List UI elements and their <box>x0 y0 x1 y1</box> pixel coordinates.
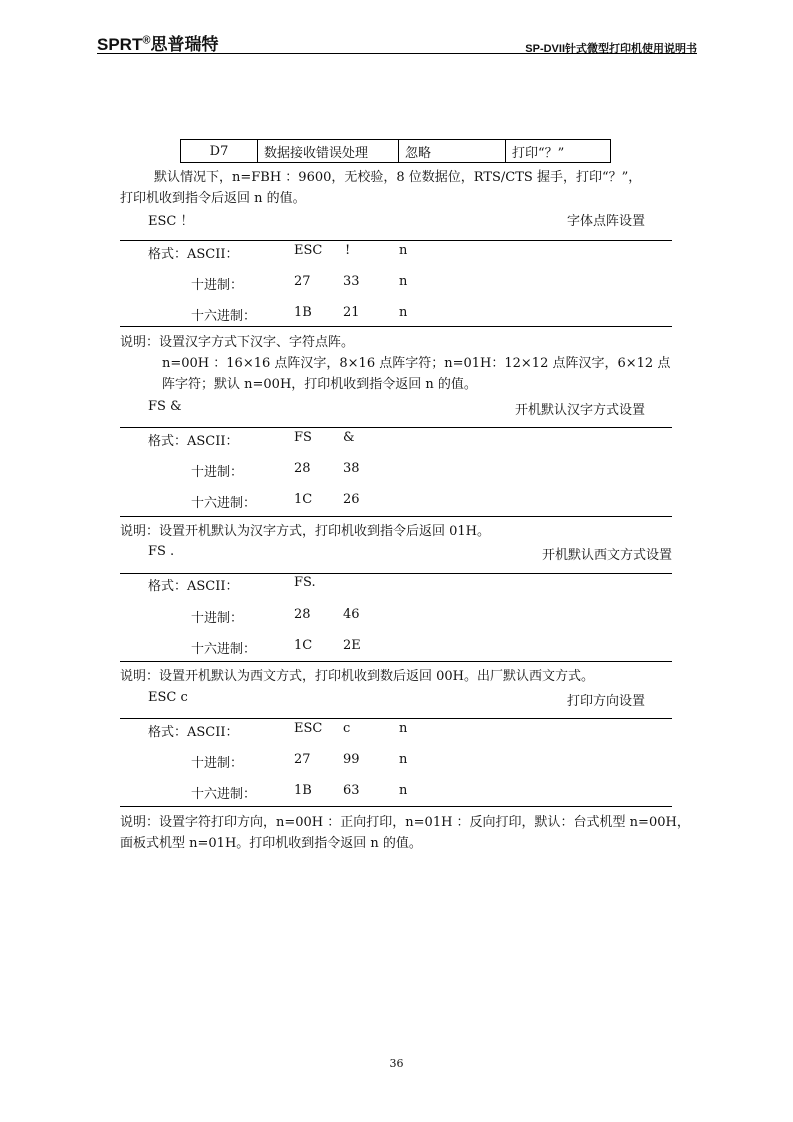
hex-value: 63 <box>343 783 360 798</box>
hex-value: 1C <box>294 638 313 653</box>
hex-value: 26 <box>343 492 360 507</box>
description-line: 说明：设置字符打印方向，n=00H ：正向打印，n=01H ：反向打印，默认：台式机型 n=00H， <box>120 815 690 830</box>
description-line: 说明：设置开机默认为汉字方式，打印机收到指令后返回 01H。 <box>120 524 491 539</box>
bit-table <box>180 139 611 163</box>
function-cell: 数据接收错误处理 <box>258 140 399 163</box>
hex-label: 十六进制： <box>191 787 257 802</box>
intro-line-2: 打印机收到指令后返回 n 的值。 <box>120 191 306 206</box>
description-line: 说明：设置汉字方式下汉字、字符点阵。 <box>120 335 355 350</box>
section-rule <box>120 661 672 662</box>
description-line: 说明：设置开机默认为西文方式，打印机收到数后返回 00H。出厂默认西文方式。 <box>120 669 595 684</box>
command-title: 开机默认汉字方式设置 <box>514 403 645 418</box>
section-rule <box>120 427 672 428</box>
ascii-value: c <box>343 721 351 736</box>
description-line: n=00H ：16×16 点阵汉字，8×16 点阵字符；n=01H：12×12 点阵汉字，6×12 点 <box>162 356 671 371</box>
hex-value: 1C <box>294 492 313 507</box>
bit-cell: D7 <box>181 140 258 163</box>
decimal-label: 十进制： <box>191 465 244 480</box>
decimal-value: n <box>399 752 408 767</box>
decimal-value: 38 <box>343 461 360 476</box>
section-rule <box>120 573 672 574</box>
ascii-value: ESC <box>294 721 323 736</box>
page-number: 36 <box>389 1057 404 1070</box>
ascii-value: n <box>399 243 408 258</box>
value-1-cell: 打印“？” <box>506 140 611 163</box>
value-0-cell: 忽略 <box>399 140 506 163</box>
decimal-value: 99 <box>343 752 360 767</box>
section-rule <box>120 806 672 807</box>
ascii-value: ! <box>345 243 351 258</box>
hex-value: n <box>399 305 408 320</box>
hex-label: 十六进制： <box>191 642 257 657</box>
decimal-value: 46 <box>343 607 360 622</box>
command-title: 开机默认西文方式设置 <box>541 548 672 563</box>
decimal-value: 33 <box>343 274 360 289</box>
command-name: FS & <box>148 399 182 414</box>
decimal-label: 十进制： <box>191 611 244 626</box>
header-divider <box>97 53 697 54</box>
ascii-value: n <box>399 721 408 736</box>
ascii-label: 格式：ASCII： <box>148 579 239 594</box>
decimal-value: 28 <box>294 607 311 622</box>
ascii-value: FS. <box>294 575 316 590</box>
decimal-value: 27 <box>294 752 311 767</box>
ascii-value: ESC <box>294 243 323 258</box>
hex-label: 十六进制： <box>191 496 257 511</box>
section-rule <box>120 240 672 241</box>
hex-value: 21 <box>343 305 360 320</box>
section-rule <box>120 718 672 719</box>
intro-line-1: 默认情况下，n=FBH ：9600，无校验，8 位数据位，RTS/CTS 握手，打印“？”， <box>154 170 642 185</box>
decimal-value: 27 <box>294 274 311 289</box>
brand-name: SPRT <box>97 35 143 54</box>
decimal-label: 十进制： <box>191 756 244 771</box>
registered-mark: ® <box>142 34 151 47</box>
hex-value: 1B <box>294 783 312 798</box>
ascii-value: & <box>343 430 355 445</box>
command-name: ESC c <box>148 690 188 705</box>
hex-value: n <box>399 783 408 798</box>
section-rule <box>120 516 672 517</box>
table-row <box>181 140 611 163</box>
ascii-label: 格式：ASCII： <box>148 434 239 449</box>
brand-logo <box>97 30 218 55</box>
brand-name-cn: 思普瑞特 <box>150 35 219 54</box>
ascii-label: 格式：ASCII： <box>148 247 239 262</box>
decimal-label: 十进制： <box>191 278 244 293</box>
command-title: 字体点阵设置 <box>566 214 645 229</box>
decimal-value: n <box>399 274 408 289</box>
hex-value: 1B <box>294 305 312 320</box>
decimal-value: 28 <box>294 461 311 476</box>
description-line: 面板式机型 n=01H。打印机收到指令返回 n 的值。 <box>120 836 422 851</box>
section-rule <box>120 326 672 327</box>
ascii-label: 格式：ASCII： <box>148 725 239 740</box>
hex-value: 2E <box>343 638 361 653</box>
document-title: SP-DVII针式微型打印机使用说明书 <box>525 43 697 55</box>
ascii-value: FS <box>294 430 312 445</box>
command-title: 打印方向设置 <box>566 694 645 709</box>
command-name: ESC ！ <box>148 214 194 229</box>
description-line: 阵字符；默认 n=00H，打印机收到指令返回 n 的值。 <box>162 377 477 392</box>
hex-label: 十六进制： <box>191 309 257 324</box>
command-name: FS . <box>148 544 175 559</box>
